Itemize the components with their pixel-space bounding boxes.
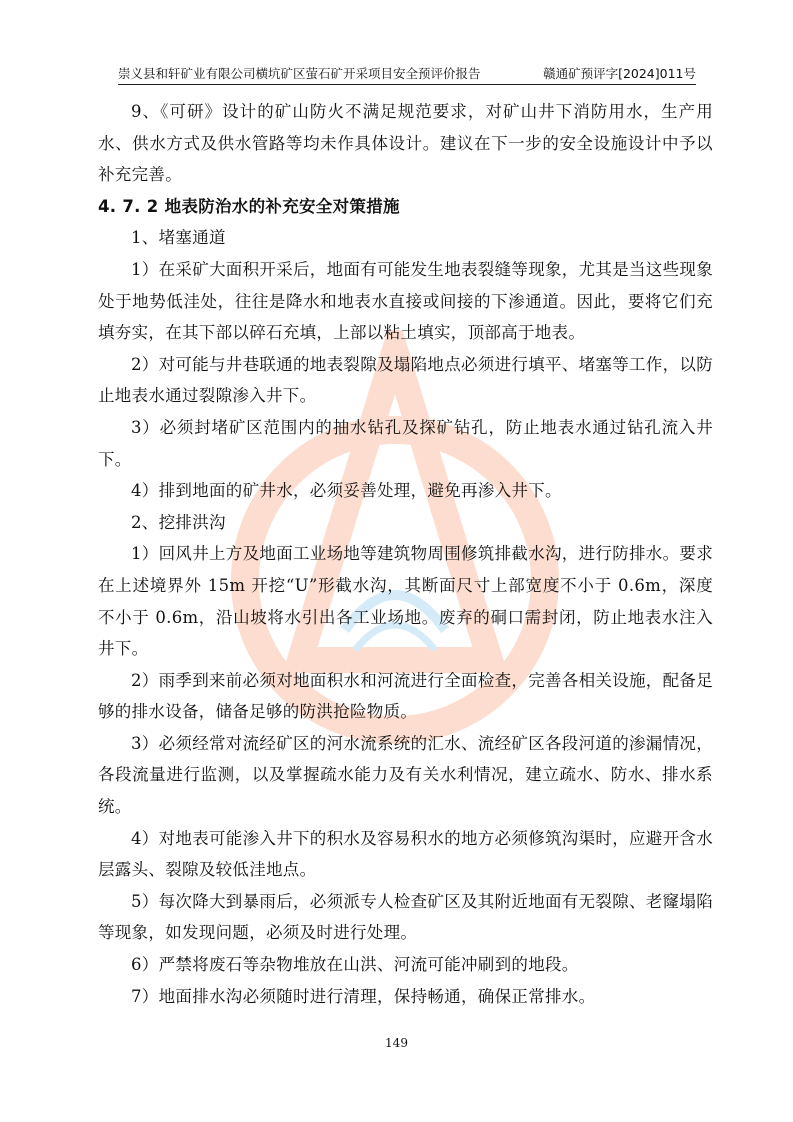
list-item: 3）必须封堵矿区范围内的抽水钻孔及探矿钻孔，防止地表水通过钻孔流入井下。 (98, 417, 713, 469)
list-item: 2）对可能与井巷联通的地表裂隙及塌陷地点必须进行填平、堵塞等工作，以防止地表水通过裂隙渗入井下。 (98, 354, 713, 406)
header-report-title: 崇义县和轩矿业有限公司横坑矿区萤石矿开采项目安全预评价报告 (118, 66, 481, 81)
list-item: 5）每次降大到暴雨后，必须派专人检查矿区及其附近地面有无裂隙、老窿塌陷等现象，如发现问题，必须及时进行处理。 (98, 891, 713, 943)
list-item: 4）对地表可能渗入井下的积水及容易积水的地方必须修筑沟渠时，应避开含水层露头、裂隙及较低洼地点。 (98, 828, 713, 880)
list-item: 2）雨季到来前必须对地面积水和河流进行全面检查，完善各相关设施，配备足够的排水设备，储备足够的防洪抢险物质。 (98, 670, 713, 722)
page-number: 149 (385, 1036, 408, 1050)
subsection-title: 2、挖排洪沟 (131, 512, 226, 532)
list-item: 1）在采矿大面积开采后，地面有可能发生地表裂缝等现象，尤其是当这些现象处于地势低洼处，往往是降水和地表水直接或间接的下渗通道。因此，要将它们充填夯实，在其下部以碎石充填，上部以粘土填实，顶部高于地表。 (98, 259, 713, 343)
list-item: 1）回风井上方及地面工业场地等建筑物周围修筑排截水沟，进行防排水。要求在上述境界外 15m 开挖“U”形截水沟，其断面尺寸上部宽度不小于 0.6m，深度不小于 0.6m，沿山坡将水引出各工业场地。废弃的硐口需封闭，防止地表水注入井下。 (98, 544, 713, 659)
page-header (118, 60, 696, 85)
section-heading: 4. 7. 2 地表防治水的补充安全对策措施 (98, 196, 400, 216)
subsection-title: 1、堵塞通道 (131, 228, 226, 248)
header-document-number: 赣通矿预评字[2024]011号 (543, 66, 696, 81)
list-item: 3）必须经常对流经矿区的河水流系统的汇水、流经矿区各段河道的渗漏情况，各段流量进行监测，以及掌握疏水能力及有关水利情况，建立疏水、防水、排水系统。 (98, 733, 713, 817)
list-item: 4）排到地面的矿井水，必须妥善处理，避免再渗入井下。 (131, 481, 562, 501)
list-item: 6）严禁将废石等杂物堆放在山洪、河流可能冲刷到的地段。 (131, 955, 579, 975)
list-item: 7）地面排水沟必须随时进行清理，保持畅通，确保正常排水。 (131, 986, 596, 1006)
intro-paragraph: 9、《可研》设计的矿山防火不满足规范要求，对矿山井下消防用水，生产用水、供水方式及供水管路等均未作具体设计。建议在下一步的安全设施设计中予以补充完善。 (98, 102, 713, 185)
page-content (98, 96, 713, 1012)
